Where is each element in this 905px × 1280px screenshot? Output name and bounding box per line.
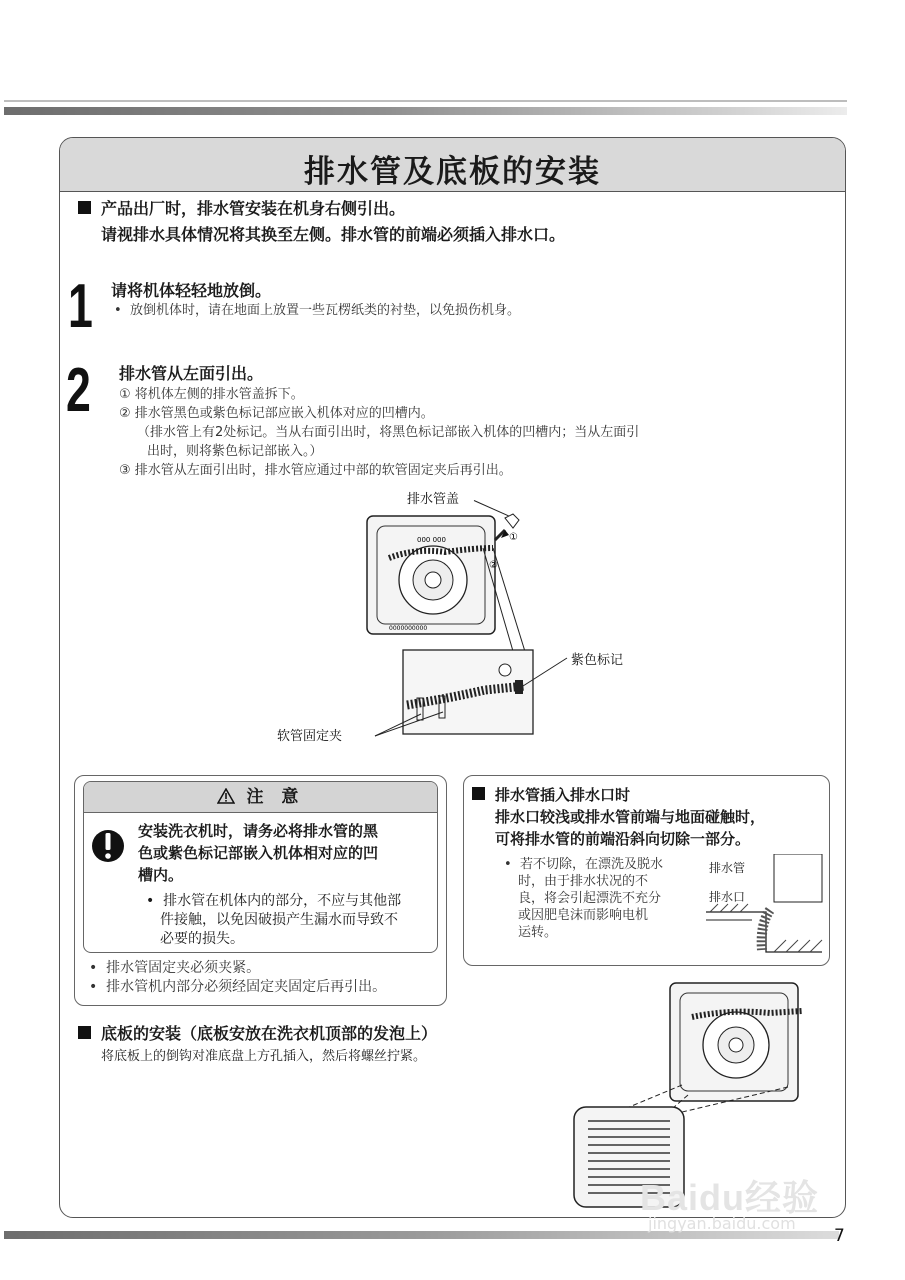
step-2-instructions	[119, 385, 639, 480]
step-2-item-2: ② 排水管黑色或紫色标记部应嵌入机体对应的凹槽内。	[119, 406, 434, 421]
step-2-item-1: ① 将机体左侧的排水管盖拆下。	[119, 387, 304, 402]
drain-hose-diagram	[355, 500, 585, 745]
step-1-number: 1	[68, 272, 93, 341]
mandatory-action-icon	[91, 822, 125, 870]
step-2-title: 排水管从左面引出。	[119, 364, 264, 383]
label-hose-clip: 软管固定夹	[277, 729, 343, 744]
caution-warning: 安装洗衣机时，请务必将排水管的黑 色或紫色标记部嵌入机体相对应的凹 槽内。	[138, 822, 379, 884]
intro-line-1: 产品出厂时，排水管安装在机身右侧引出。	[101, 199, 406, 218]
marker-1: ①	[509, 532, 518, 543]
intro-line-2: 请视排水具体情况将其换至左侧。排水管的前端必须插入排水口。	[101, 225, 566, 244]
caution-notes: • 排水管固定夹必须夹紧。 • 排水管机内部分必须经固定夹固定后再引出。	[89, 960, 387, 995]
square-bullet-icon	[78, 1026, 91, 1039]
drain-tip-heading: 排水管插入排水口时 排水口较浅或排水管前端与地面碰触时， 可将排水管的前端沿斜向切除一部分。	[472, 784, 765, 850]
base-plate-body: 将底板上的倒钩对准底盘上方孔插入，然后将螺丝拧紧。	[101, 1049, 427, 1064]
step-1-title: 请将机体轻轻地放倒。	[111, 281, 272, 300]
label-drain-cover: 排水管盖	[407, 492, 460, 507]
step-2-note-line-2: 出时，则将紫色标记部嵌入。）	[147, 444, 323, 459]
caution-inner	[83, 781, 438, 953]
caution-heading: 注 意	[84, 782, 437, 813]
step-2-note-line-1: （排水管上有2处标记。当从右面引出时，将黑色标记部嵌入机体的凹槽内；当从左面引	[137, 425, 640, 440]
caution-detail: • 排水管在机体内的部分，不应与其他部 件接触，以免因破损产生漏水而导致不 必要的损失。	[146, 893, 402, 947]
caution-box	[74, 775, 447, 1006]
step-2-number: 2	[66, 356, 91, 425]
page-title: 排水管及底板的安装	[304, 154, 601, 190]
step-2-item-3: ③ 排水管从左面引出时，排水管应通过中部的软管固定夹后再引出。	[119, 463, 512, 478]
square-bullet-icon	[78, 201, 91, 214]
drain-tip-box	[463, 775, 830, 966]
top-rule	[4, 100, 847, 115]
intro-note	[78, 196, 565, 248]
watermark-brand: Baidu经验	[640, 1177, 820, 1218]
label-drain-outlet: 排水口	[709, 890, 746, 904]
page-number: 7	[834, 1226, 845, 1246]
label-drain-hose: 排水管	[709, 861, 746, 875]
drain-outlet-diagram	[704, 854, 824, 954]
warning-triangle-icon	[217, 788, 235, 804]
base-plate-heading: 底板的安装（底板安放在洗衣机顶部的发泡上）	[78, 1021, 437, 1044]
panel-text-a: 000 000	[417, 536, 446, 544]
title-bar	[60, 138, 845, 192]
drain-tip-bullet: • 若不切除，在漂洗及脱水 时，由于排水状况的不 良，将会引起漂洗不充分 或因肥皂沫而影响电机 运转。	[504, 857, 663, 940]
watermark-url: jingyan.baidu.com	[648, 1214, 796, 1233]
panel-text-b: 0000000000	[389, 625, 428, 632]
marker-2: ②	[489, 560, 498, 571]
label-purple-mark: 紫色标记	[571, 653, 624, 668]
step-1-bullet: • 放倒机体时，请在地面上放置一些瓦楞纸类的衬垫，以免损伤机身。	[114, 303, 520, 318]
square-bullet-icon	[472, 787, 485, 800]
